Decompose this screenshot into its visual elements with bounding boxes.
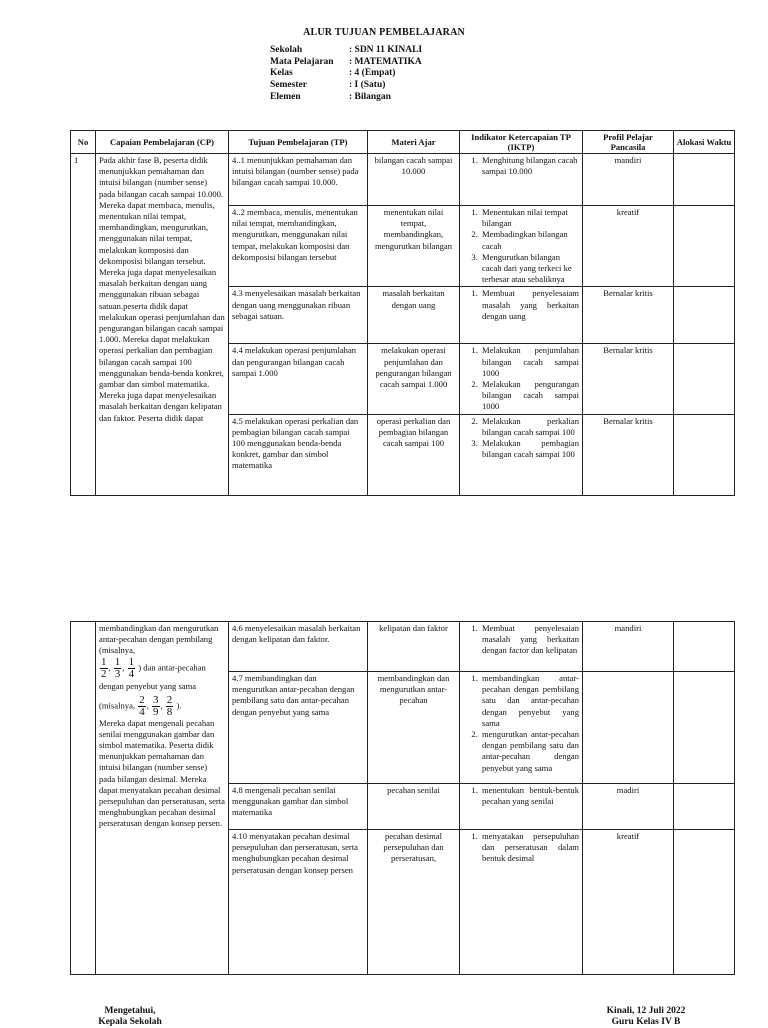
profil-cell: [583, 672, 674, 784]
numerator: 2: [166, 693, 173, 706]
indikator-list: [463, 207, 579, 285]
header-profil: Profil Pelajar Pancasila: [583, 131, 674, 154]
fraction: [114, 657, 122, 680]
alokasi-cell: [674, 414, 735, 495]
table-row: [71, 622, 735, 672]
indikator-list: [463, 673, 579, 774]
profil-cell: mandiri: [583, 622, 674, 672]
meta-key: Mata Pelajaran: [270, 56, 334, 67]
denominator: 4: [128, 667, 135, 680]
fraction: [100, 657, 108, 680]
atp-table-page2: [70, 621, 735, 975]
atp-table-page1: [70, 130, 735, 496]
row-number: [71, 622, 96, 975]
indikator-cell: [460, 622, 583, 672]
indikator-item: 2. Melakukan perkalian bilangan cacah sampai 100: [480, 416, 579, 438]
fraction: [138, 695, 146, 718]
signature-block-teacher: [596, 1006, 696, 1028]
meta-row-school: [270, 45, 422, 57]
profil-cell: madiri: [583, 784, 674, 830]
materi-cell: bilangan cacah sampai 10.000: [368, 154, 460, 206]
header-cp: Capaian Pembelajaran (CP): [96, 131, 229, 154]
indikator-cell: [460, 830, 583, 975]
denominator: 9: [153, 705, 159, 718]
page-title: ALUR TUJUAN PEMBELAJARAN: [303, 27, 465, 38]
tp-cell: 4.5 melakukan operasi perkalian dan pembagian bilangan cacah sampai 100 menggunakan benda-benda konkret, gambar dan simbol matematika: [229, 414, 368, 495]
alokasi-cell: [674, 672, 735, 784]
materi-cell: pecahan senilai: [368, 784, 460, 830]
header-tp: Tujuan Pembelajaran (TP): [229, 131, 368, 154]
indikator-list: [463, 623, 579, 657]
materi-cell: pecahan desimal persepuluhan dan perseratusan,: [368, 830, 460, 975]
meta-row-subject: [270, 57, 422, 69]
denominator: 8: [166, 705, 173, 718]
meta-row-semester: [270, 80, 422, 92]
indikator-item: 1. menentukan bentuk-bentuk pecahan yang senilai: [480, 785, 579, 807]
meta-row-element: [270, 92, 422, 104]
indikator-list: [463, 831, 579, 865]
tp-cell: 4..2 membaca, menulis, menentukan nilai tempat, membandingkan, mengurutkan, menggunakan nilai tempat, melakukan komposisi dan dekomposisi bilangan tersebut: [229, 206, 368, 287]
profil-cell: Bernalar kritis: [583, 344, 674, 414]
indikator-list: [463, 416, 579, 461]
indikator-cell: [460, 784, 583, 830]
fraction-line: (misalnya, $\frac{2}{4}$ , $\frac{3}{9}$ , $\frac{2}{8}$ ).: [99, 693, 182, 718]
tp-cell: 4.3 menyelesaikan masalah berkaitan dengan uang menggunakan ribuan sebagai satuan.: [229, 287, 368, 344]
alokasi-cell: [674, 784, 735, 830]
numerator: 1: [128, 655, 135, 668]
alokasi-cell: [674, 206, 735, 287]
indikator-cell: [460, 287, 583, 344]
denominator: 2: [101, 667, 107, 680]
profil-cell: mandiri: [583, 154, 674, 206]
meta-key: Sekolah: [270, 45, 303, 55]
sign-line: Kinali, 12 Juli 2022: [606, 1006, 686, 1016]
indikator-item: 1. membandingkan antar-pecahan dengan pembilang satu dan antar-pecahan dengan penyebut yang sama: [480, 673, 579, 729]
sign-line: Mengetahui,: [104, 1006, 156, 1016]
profil-cell: Bernalar kritis: [583, 414, 674, 495]
header-alokasi: Alokasi Waktu: [674, 131, 735, 154]
indikator-list: [463, 785, 579, 807]
indikator-item: 1. Melakukan penjumlahan bilangan cacah sampai 1000: [480, 345, 579, 379]
alokasi-cell: [674, 830, 735, 975]
profil-cell: kreatif: [583, 830, 674, 975]
tp-cell: 4.7 membandingkan dan mengurutkan antar-pecahan dengan pembilang satu dan antar-pecahan dengan penyebut yang sama: [229, 672, 368, 784]
table-header-row: [71, 131, 735, 154]
indikator-item: 2. Membadingkan bilangan cacah: [480, 229, 579, 251]
numerator: 1: [101, 655, 107, 668]
indikator-item: 1. Menghitung bilangan cacah sampai 10.000: [480, 155, 579, 177]
indikator-cell: [460, 206, 583, 287]
tp-cell: 4..1 menunjukkan pemahaman dan intuisi bilangan (number sense) pada bilangan cacah sampai 10.000.: [229, 154, 368, 206]
cp-cell: [96, 622, 229, 975]
sign-line: Kepala Sekolah: [98, 1017, 162, 1027]
alokasi-cell: [674, 622, 735, 672]
fraction: [152, 695, 160, 718]
header-no: No: [71, 131, 96, 154]
materi-cell: masalah berkaitan dengan uang: [368, 287, 460, 344]
alokasi-cell: [674, 154, 735, 206]
cp-text: ) dan antar-pecahan dengan penyebut yang sama: [99, 662, 206, 691]
indikator-cell: [460, 344, 583, 414]
signature-block-principal: [80, 1006, 180, 1028]
meta-key: Elemen: [270, 91, 301, 102]
indikator-list: [463, 155, 579, 177]
meta-value: : 4 (Empat): [349, 68, 396, 79]
indikator-item: 2. mengurutkan antar-pecahan dengan pembilang satu dan antar-pecahan dengan penyebut yang sama: [480, 729, 579, 774]
numerator: 3: [153, 693, 159, 706]
indikator-item: 3. Mengurutkan bilangan cacah dari yang terkeci ke terbesar atau sebaliknya: [480, 252, 579, 286]
numerator: 2: [139, 693, 145, 706]
profil-cell: Bernalar kritis: [583, 287, 674, 344]
indikator-item: 1. menyatakan persepuluhan dan perseratusan dalam bentuk desimal: [480, 831, 579, 865]
denominator: 3: [114, 667, 121, 680]
materi-cell: membandingkan dan mengurutkan antar-pecahan: [368, 672, 460, 784]
meta-row-class: [270, 68, 422, 80]
materi-cell: melakukan operasi penjumlahan dan pengurangan bilangan cacah sampai 1.000: [368, 344, 460, 414]
meta-value: : Bilangan: [349, 91, 391, 102]
alokasi-cell: [674, 344, 735, 414]
indikator-item: 1. Menentukan nilai tempat bilangan: [480, 207, 579, 229]
cp-cell: Pada akhir fase B, peserta didik menunjukkan pemahaman dan intuisi bilangan (number sense) pada bilangan cacah sampai 10.000. Mereka dapat membaca, menulis, menentukan nilai tempat, membandingkan, mengurutkan, menggunakan nilai tempat, melakukan komposisi dan dekomposisi bilangan tersebut. Mereka juga dapat menyelesaikan masalah berkaitan dengan uang menggunakan ribuan sebagai satuan.peserta didik dapat melakukan operasi penjumlahan dan pengurangan bilangan cacah sampai 1.000. Mereka dapat melakukan operasi perkalian dan pembagian bilangan cacah sampai 100 menggunakan benda-benda konkret, gambar dan simbol matematika. Mereka juga dapat menyelesaikan masalah berkaitan dengan kelipatan dan faktor. Peserta didik dapat: [96, 154, 229, 496]
indikator-cell: [460, 414, 583, 495]
profil-cell: kreatif: [583, 206, 674, 287]
materi-cell: menentukan nilai tempat, membandingkan, mengurutkan bilangan: [368, 206, 460, 287]
indikator-item: 1. Membuat penyelesaiam masalah yang berkaitan dengan uang: [480, 288, 579, 322]
cp-text: ).: [176, 700, 182, 711]
row-number: 1: [71, 154, 96, 496]
indikator-list: [463, 345, 579, 412]
cp-text: (misalnya,: [99, 700, 136, 711]
meta-value: : I (Satu): [349, 80, 386, 91]
materi-cell: operasi perkalian dan pembagian bilangan cacah sampai 100: [368, 414, 460, 495]
sign-line: Guru Kelas IV B: [611, 1017, 681, 1027]
header-materi: Materi Ajar: [368, 131, 460, 154]
meta-key: Kelas: [270, 68, 293, 79]
header-indikator: Indikator Ketercapaian TP (IKTP): [460, 131, 583, 154]
tp-cell: 4.10 menyatakan pecahan desimal persepuluhan dan perseratusan, serta menghubungkan pecahan desimal perseratusan dengan konsep persen: [229, 830, 368, 975]
table-row: [71, 154, 735, 206]
cp-text: Mereka dapat mengenali pecahan senilai menggunakan gambar dan simbol matematika. Peserta didik menunjukkan pemahaman dan intuisi bilangan (number sense) pada bilangan desimal. Mereka dapat menyatakan pecahan desimal persepuluhan dan perseratusan, serta menghubungkan pecahan desimal perseratusan dengan konsep persen.: [99, 717, 225, 829]
meta-value: : MATEMATIKA: [349, 56, 422, 67]
fraction: [128, 657, 136, 680]
tp-cell: 4.6 menyelesaikan masalah berkaitan dengan kelipatan dan faktor.: [229, 622, 368, 672]
alokasi-cell: [674, 287, 735, 344]
indikator-cell: [460, 672, 583, 784]
meta-key: Semester: [270, 80, 307, 91]
indikator-item: 1. Membuat penyelesaian masalah yang berkaitan dengan factor dan kelipatan: [480, 623, 579, 657]
materi-cell: kelipatan dan faktor: [368, 622, 460, 672]
numerator: 1: [114, 655, 121, 668]
indikator-cell: [460, 154, 583, 206]
fraction: [166, 695, 174, 718]
document-meta: [270, 45, 422, 104]
indikator-item: 2. Melakukan pengurangan bilangan cacah sampai 1000: [480, 379, 579, 413]
fraction-line: $\frac{1}{2}$ , $\frac{1}{3}$ , $\frac{1}{4}$ ) dan antar-pecahan dengan penyebut yang sama: [99, 655, 206, 691]
tp-cell: 4.8 mengenali pecahan senilai menggunakan gambar dan simbol matematika: [229, 784, 368, 830]
cp-text: membandingkan dan mengurutkan antar-pecahan dengan pembilang (misalnya,: [99, 623, 219, 656]
indikator-item: 3. Melakukan pembagian bilangan cacah sampai 100: [480, 438, 579, 460]
denominator: 4: [139, 705, 145, 718]
tp-cell: 4.4 melakukan operasi penjumlahan dan pengurangan bilangan cacah sampai 1.000: [229, 344, 368, 414]
meta-value: : SDN 11 KINALI: [349, 45, 423, 55]
indikator-list: [463, 288, 579, 322]
